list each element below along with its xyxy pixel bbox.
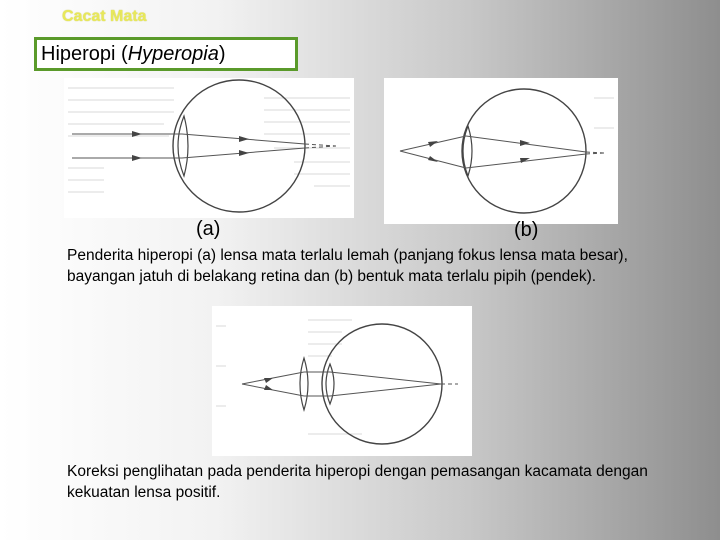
figure-label-a: (a) [196, 218, 221, 240]
eyeball-outline [173, 80, 305, 212]
subtitle-heading [37, 40, 295, 68]
subtitle-text: Hiperopi ( [41, 43, 128, 65]
eye-diagram-a [64, 78, 354, 218]
faint-background-text [594, 98, 614, 128]
correction-diagram [212, 306, 472, 456]
slide-title: Cacat Mata [62, 8, 147, 25]
light-rays [242, 372, 458, 396]
faint-background-text [68, 88, 350, 192]
light-rays [72, 134, 336, 158]
eyeball-outline [322, 324, 442, 444]
subtitle-close-paren: ) [218, 43, 226, 65]
corrective-lens [300, 358, 308, 410]
eye-diagram-b [384, 78, 618, 224]
subtitle-italic-term: Hyperopia [127, 43, 219, 65]
ray-arrows [428, 140, 530, 163]
subtitle-box [34, 37, 298, 71]
eye-lens [178, 116, 188, 176]
eyeball-outline [462, 89, 586, 213]
correction-text: Koreksi penglihatan pada penderita hiperopi dengan pemasangan kacamata dengan kekuatan lensa positif. [67, 463, 648, 501]
light-rays [400, 136, 604, 168]
ray-arrows [264, 378, 273, 390]
description-text: Penderita hiperopi (a) lensa mata terlalu lemah (panjang fokus lensa mata besar), bayangan jatuh di belakang retina dan (b) bentuk mata terlalu pipih (pendek). [67, 247, 628, 285]
faint-background-text [216, 320, 362, 434]
figure-label-b: (b) [514, 219, 539, 241]
eye-lens [326, 364, 334, 404]
